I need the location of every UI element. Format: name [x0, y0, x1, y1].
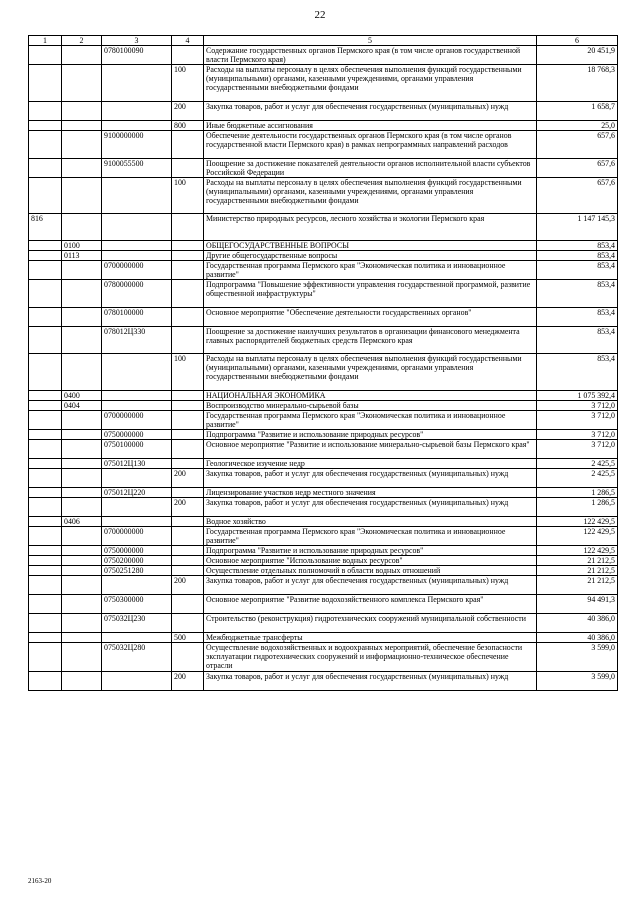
description-cell: Государственная программа Пермского края "Экономическая политика и инновационное развитие" — [204, 411, 537, 430]
header-cell: 3 — [102, 36, 172, 46]
expense-type-cell — [172, 241, 204, 251]
amount-cell: 1 147 145,3 — [537, 214, 618, 241]
target-item-cell — [102, 633, 172, 643]
subsection-cell — [62, 633, 102, 643]
subsection-cell: 0400 — [62, 391, 102, 401]
target-item-cell — [102, 241, 172, 251]
expense-type-cell — [172, 614, 204, 633]
target-item-cell — [102, 498, 172, 517]
table-row — [29, 241, 618, 251]
expense-type-cell — [172, 517, 204, 527]
amount-cell: 18 768,3 — [537, 65, 618, 102]
section-cell — [29, 280, 62, 308]
page-number: 22 — [314, 9, 326, 21]
table-row — [29, 401, 618, 411]
description-cell: Расходы на выплаты персоналу в целях обеспечения выполнения функций государственными (муниципальными) органами, казенными учреждениями, органами управления государственными внебюджетными фондами — [204, 354, 537, 391]
amount-cell: 3 712,0 — [537, 430, 618, 440]
amount-cell: 853,4 — [537, 241, 618, 251]
amount-cell: 25,0 — [537, 121, 618, 131]
description-cell: Иные бюджетные ассигнования — [204, 121, 537, 131]
section-cell — [29, 488, 62, 498]
section-cell — [29, 614, 62, 633]
subsection-cell — [62, 354, 102, 391]
section-cell — [29, 354, 62, 391]
subsection-cell — [62, 643, 102, 672]
target-item-cell: 9100055500 — [102, 159, 172, 178]
expense-type-cell — [172, 527, 204, 546]
description-cell: Геологическое изучение недр — [204, 459, 537, 469]
subsection-cell — [62, 308, 102, 327]
description-cell: Государственная программа Пермского края "Экономическая политика и инновационное развитие" — [204, 527, 537, 546]
target-item-cell: 075012Ц220 — [102, 488, 172, 498]
target-item-cell: 078012Ц330 — [102, 327, 172, 354]
amount-cell: 94 491,3 — [537, 595, 618, 614]
section-cell — [29, 546, 62, 556]
description-cell: Осуществление отдельных полномочий в области водных отношений — [204, 566, 537, 576]
expense-type-cell — [172, 411, 204, 430]
subsection-cell — [62, 672, 102, 691]
expense-type-cell: 200 — [172, 672, 204, 691]
description-cell: Министерство природных ресурсов, лесного хозяйства и экологии Пермского края — [204, 214, 537, 241]
table-row — [29, 280, 618, 308]
section-cell — [29, 459, 62, 469]
expense-type-cell — [172, 595, 204, 614]
expense-type-cell — [172, 308, 204, 327]
expense-type-cell — [172, 214, 204, 241]
target-item-cell: 0750200000 — [102, 556, 172, 566]
table-row — [29, 214, 618, 241]
section-cell — [29, 556, 62, 566]
section-cell — [29, 131, 62, 159]
table-row — [29, 261, 618, 280]
table-row — [29, 327, 618, 354]
section-cell — [29, 469, 62, 488]
description-cell: Основное мероприятие "Обеспечение деятельности государственных органов" — [204, 308, 537, 327]
table-header-row — [29, 36, 618, 46]
table-row — [29, 488, 618, 498]
expense-type-cell — [172, 459, 204, 469]
table-row — [29, 102, 618, 121]
table-row — [29, 178, 618, 214]
description-cell: Лицензирование участков недр местного значения — [204, 488, 537, 498]
section-cell — [29, 102, 62, 121]
target-item-cell — [102, 251, 172, 261]
budget-table-body — [29, 36, 618, 691]
expense-type-cell — [172, 566, 204, 576]
subsection-cell — [62, 469, 102, 488]
section-cell — [29, 672, 62, 691]
table-row — [29, 159, 618, 178]
subsection-cell: 0404 — [62, 401, 102, 411]
target-item-cell: 0700000000 — [102, 527, 172, 546]
subsection-cell — [62, 440, 102, 459]
section-cell — [29, 159, 62, 178]
target-item-cell: 0780000000 — [102, 280, 172, 308]
section-cell — [29, 401, 62, 411]
subsection-cell: 0406 — [62, 517, 102, 527]
expense-type-cell: 200 — [172, 469, 204, 488]
amount-cell: 853,4 — [537, 280, 618, 308]
section-cell — [29, 498, 62, 517]
section-cell — [29, 178, 62, 214]
expense-type-cell — [172, 159, 204, 178]
section-cell — [29, 411, 62, 430]
amount-cell: 853,4 — [537, 261, 618, 280]
expense-type-cell — [172, 440, 204, 459]
amount-cell: 3 712,0 — [537, 401, 618, 411]
subsection-cell — [62, 459, 102, 469]
target-item-cell — [102, 391, 172, 401]
description-cell: Обеспечение деятельности государственных органов Пермского края (в том числе органов государственной власти Пермского края) в рамках непрограммных направлений расходов — [204, 131, 537, 159]
subsection-cell — [62, 614, 102, 633]
header-cell: 1 — [29, 36, 62, 46]
expense-type-cell: 200 — [172, 498, 204, 517]
subsection-cell — [62, 261, 102, 280]
description-cell: Подпрограмма "Повышение эффективности управления государственной программой, развитие общественной инфраструктуры" — [204, 280, 537, 308]
description-cell: Основное мероприятие "Использование водных ресурсов" — [204, 556, 537, 566]
expense-type-cell: 200 — [172, 576, 204, 595]
section-cell — [29, 121, 62, 131]
description-cell: Водное хозяйство — [204, 517, 537, 527]
amount-cell: 21 212,5 — [537, 576, 618, 595]
amount-cell: 853,4 — [537, 327, 618, 354]
amount-cell: 3 712,0 — [537, 411, 618, 430]
table-row — [29, 595, 618, 614]
expense-type-cell: 200 — [172, 102, 204, 121]
section-cell — [29, 566, 62, 576]
description-cell: Осуществление водохозяйственных и водоохранных мероприятий, обеспечение безопасности эксплуатации гидротехнических сооружений и информационно-техническое обеспечение отрасли — [204, 643, 537, 672]
subsection-cell — [62, 595, 102, 614]
description-cell: Содержание государственных органов Пермского края (в том числе органов государственной власти Пермского края) — [204, 46, 537, 65]
amount-cell: 853,4 — [537, 251, 618, 261]
amount-cell: 2 425,5 — [537, 469, 618, 488]
expense-type-cell: 800 — [172, 121, 204, 131]
table-row — [29, 566, 618, 576]
expense-type-cell — [172, 391, 204, 401]
subsection-cell — [62, 527, 102, 546]
description-cell: Подпрограмма "Развитие и использование природных ресурсов" — [204, 430, 537, 440]
expense-type-cell — [172, 261, 204, 280]
target-item-cell: 0780100000 — [102, 308, 172, 327]
target-item-cell: 0750100000 — [102, 440, 172, 459]
table-row — [29, 65, 618, 102]
subsection-cell — [62, 131, 102, 159]
target-item-cell: 075012Ц130 — [102, 459, 172, 469]
description-cell: Основное мероприятие "Развитие и использование минерально-сырьевой базы Пермского края" — [204, 440, 537, 459]
amount-cell: 20 451,9 — [537, 46, 618, 65]
section-cell — [29, 643, 62, 672]
subsection-cell — [62, 214, 102, 241]
table-row — [29, 576, 618, 595]
subsection-cell — [62, 46, 102, 65]
amount-cell: 1 286,5 — [537, 498, 618, 517]
target-item-cell — [102, 672, 172, 691]
expense-type-cell — [172, 251, 204, 261]
target-item-cell: 0780100090 — [102, 46, 172, 65]
amount-cell: 657,6 — [537, 131, 618, 159]
expense-type-cell — [172, 430, 204, 440]
table-row — [29, 517, 618, 527]
subsection-cell — [62, 546, 102, 556]
amount-cell: 40 386,0 — [537, 614, 618, 633]
expense-type-cell: 500 — [172, 633, 204, 643]
description-cell: Закупка товаров, работ и услуг для обеспечения государственных (муниципальных) нужд — [204, 498, 537, 517]
amount-cell: 657,6 — [537, 178, 618, 214]
subsection-cell: 0100 — [62, 241, 102, 251]
table-row — [29, 546, 618, 556]
budget-table — [28, 35, 618, 691]
subsection-cell — [62, 121, 102, 131]
table-row — [29, 498, 618, 517]
table-row — [29, 354, 618, 391]
target-item-cell: 0750300000 — [102, 595, 172, 614]
expense-type-cell — [172, 488, 204, 498]
expense-type-cell — [172, 280, 204, 308]
subsection-cell — [62, 556, 102, 566]
expense-type-cell — [172, 643, 204, 672]
section-cell — [29, 633, 62, 643]
expense-type-cell: 100 — [172, 65, 204, 102]
description-cell: Подпрограмма "Развитие и использование природных ресурсов" — [204, 546, 537, 556]
table-row — [29, 391, 618, 401]
header-cell: 2 — [62, 36, 102, 46]
section-cell — [29, 527, 62, 546]
expense-type-cell — [172, 131, 204, 159]
table-row — [29, 633, 618, 643]
target-item-cell — [102, 178, 172, 214]
target-item-cell: 0750000000 — [102, 430, 172, 440]
subsection-cell — [62, 566, 102, 576]
table-row — [29, 131, 618, 159]
table-row — [29, 469, 618, 488]
target-item-cell — [102, 401, 172, 411]
expense-type-cell — [172, 327, 204, 354]
section-cell — [29, 46, 62, 65]
section-cell — [29, 308, 62, 327]
table-row — [29, 556, 618, 566]
amount-cell: 122 429,5 — [537, 527, 618, 546]
expense-type-cell — [172, 546, 204, 556]
target-item-cell: 0750000000 — [102, 546, 172, 556]
header-cell: 4 — [172, 36, 204, 46]
section-cell — [29, 65, 62, 102]
table-row — [29, 614, 618, 633]
amount-cell: 122 429,5 — [537, 517, 618, 527]
amount-cell: 40 386,0 — [537, 633, 618, 643]
subsection-cell — [62, 327, 102, 354]
table-row — [29, 308, 618, 327]
target-item-cell: 075032Ц230 — [102, 614, 172, 633]
section-cell — [29, 430, 62, 440]
section-cell — [29, 241, 62, 251]
amount-cell: 657,6 — [537, 159, 618, 178]
table-row — [29, 46, 618, 65]
subsection-cell — [62, 498, 102, 517]
subsection-cell — [62, 411, 102, 430]
section-cell — [29, 576, 62, 595]
subsection-cell — [62, 576, 102, 595]
footer-code: 2163-20 — [28, 877, 52, 885]
description-cell: Закупка товаров, работ и услуг для обеспечения государственных (муниципальных) нужд — [204, 672, 537, 691]
target-item-cell: 0700000000 — [102, 411, 172, 430]
section-cell: 816 — [29, 214, 62, 241]
amount-cell: 1 075 392,4 — [537, 391, 618, 401]
target-item-cell: 075032Ц280 — [102, 643, 172, 672]
description-cell: Другие общегосударственные вопросы — [204, 251, 537, 261]
target-item-cell — [102, 102, 172, 121]
amount-cell: 122 429,5 — [537, 546, 618, 556]
amount-cell: 1 286,5 — [537, 488, 618, 498]
expense-type-cell: 100 — [172, 178, 204, 214]
target-item-cell — [102, 576, 172, 595]
table-row — [29, 440, 618, 459]
description-cell: Закупка товаров, работ и услуг для обеспечения государственных (муниципальных) нужд — [204, 576, 537, 595]
header-cell: 6 — [537, 36, 618, 46]
subsection-cell — [62, 178, 102, 214]
amount-cell: 21 212,5 — [537, 556, 618, 566]
subsection-cell — [62, 65, 102, 102]
amount-cell: 3 599,0 — [537, 643, 618, 672]
amount-cell: 21 212,5 — [537, 566, 618, 576]
description-cell: ОБЩЕГОСУДАРСТВЕННЫЕ ВОПРОСЫ — [204, 241, 537, 251]
target-item-cell — [102, 354, 172, 391]
target-item-cell — [102, 65, 172, 102]
section-cell — [29, 440, 62, 459]
section-cell — [29, 327, 62, 354]
target-item-cell: 9100000000 — [102, 131, 172, 159]
table-row — [29, 672, 618, 691]
subsection-cell — [62, 159, 102, 178]
section-cell — [29, 251, 62, 261]
target-item-cell — [102, 121, 172, 131]
table-row — [29, 527, 618, 546]
target-item-cell — [102, 214, 172, 241]
expense-type-cell — [172, 46, 204, 65]
description-cell: Основное мероприятие "Развитие водохозяйственного комплекса Пермского края" — [204, 595, 537, 614]
description-cell: Закупка товаров, работ и услуг для обеспечения государственных (муниципальных) нужд — [204, 469, 537, 488]
section-cell — [29, 261, 62, 280]
expense-type-cell: 100 — [172, 354, 204, 391]
description-cell: Государственная программа Пермского края "Экономическая политика и инновационное развитие" — [204, 261, 537, 280]
subsection-cell — [62, 280, 102, 308]
target-item-cell: 0750251280 — [102, 566, 172, 576]
table-row — [29, 643, 618, 672]
amount-cell: 853,4 — [537, 354, 618, 391]
description-cell: Расходы на выплаты персоналу в целях обеспечения выполнения функций государственными (муниципальными) органами, казенными учреждениями, органами управления государственными внебюджетными фондами — [204, 178, 537, 214]
description-cell: Воспроизводство минерально-сырьевой базы — [204, 401, 537, 411]
section-cell — [29, 391, 62, 401]
section-cell — [29, 517, 62, 527]
table-row — [29, 459, 618, 469]
amount-cell: 1 658,7 — [537, 102, 618, 121]
header-cell: 5 — [204, 36, 537, 46]
amount-cell: 2 425,5 — [537, 459, 618, 469]
description-cell: Поощрение за достижение показателей деятельности органов исполнительной власти субъектов Российской Федерации — [204, 159, 537, 178]
description-cell: НАЦИОНАЛЬНАЯ ЭКОНОМИКА — [204, 391, 537, 401]
section-cell — [29, 595, 62, 614]
target-item-cell — [102, 469, 172, 488]
table-row — [29, 430, 618, 440]
subsection-cell — [62, 102, 102, 121]
description-cell: Расходы на выплаты персоналу в целях обеспечения выполнения функций государственными (муниципальными) органами, казенными учреждениями, органами управления государственными внебюджетными фондами — [204, 65, 537, 102]
description-cell: Строительство (реконструкция) гидротехнических сооружений муниципальной собственности — [204, 614, 537, 633]
description-cell: Закупка товаров, работ и услуг для обеспечения государственных (муниципальных) нужд — [204, 102, 537, 121]
target-item-cell: 0700000000 — [102, 261, 172, 280]
amount-cell: 853,4 — [537, 308, 618, 327]
subsection-cell — [62, 430, 102, 440]
description-cell: Поощрение за достижение наилучших результатов в организации финансового менеджмента главных распорядителей бюджетных средств Пермского края — [204, 327, 537, 354]
expense-type-cell — [172, 401, 204, 411]
subsection-cell — [62, 488, 102, 498]
amount-cell: 3 599,0 — [537, 672, 618, 691]
description-cell: Межбюджетные трансферты — [204, 633, 537, 643]
amount-cell: 3 712,0 — [537, 440, 618, 459]
target-item-cell — [102, 517, 172, 527]
table-row — [29, 411, 618, 430]
table-row — [29, 251, 618, 261]
subsection-cell: 0113 — [62, 251, 102, 261]
expense-type-cell — [172, 556, 204, 566]
table-row — [29, 121, 618, 131]
